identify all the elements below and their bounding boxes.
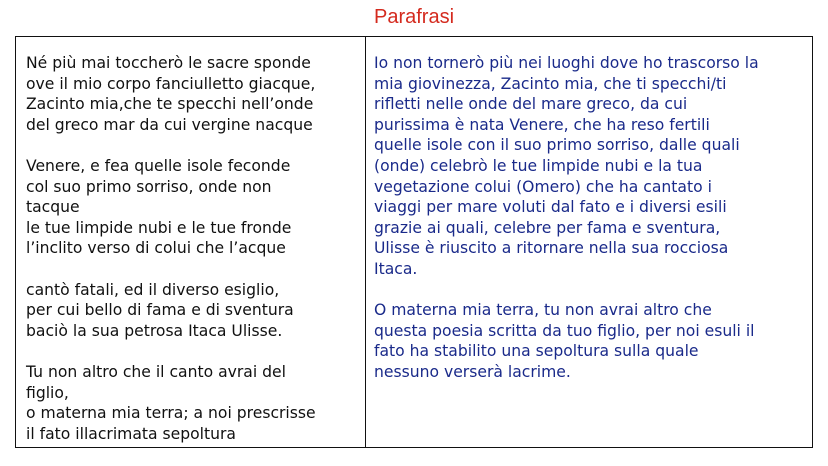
poem-line: o materna mia terra; a noi prescrisse [26,404,316,423]
page-title: Parafrasi [373,6,455,28]
poem-column [16,37,366,447]
poem-line: le tue limpide nubi e le tue fronde [26,218,292,237]
poem-line: figlio, [26,383,69,402]
poem-stanza [26,280,365,342]
poem-line: Venere, e fea quelle isole feconde [26,156,291,175]
poem-stanza [26,53,365,135]
paraphrase-paragraph [374,300,812,382]
poem-stanza [26,362,365,444]
poem-line: Tu non altro che il canto avrai del [26,362,286,381]
comparison-table [15,36,813,448]
paraphrase-line: purissima è nata Venere, che ha reso fertili [374,115,710,134]
poem-line: tacque [26,198,80,217]
paraphrase-line: vegetazione colui (Omero) che ha cantato i [374,177,712,196]
paraphrase-line: rifletti nelle onde del mare greco, da cui [374,95,688,114]
poem-line: Né più mai toccherò le sacre sponde [26,54,311,72]
poem-line: Zacinto mia,che te specchi nell’onde [26,95,314,114]
paraphrase-line: nessuno verserà lacrime. [374,362,571,381]
paraphrase-column [366,37,812,447]
paraphrase-line: Itaca. [374,259,418,278]
poem-line: cantò fatali, ed il diverso esiglio, [26,280,280,299]
poem-line: col suo primo sorriso, onde non [26,177,272,196]
paraphrase-line: questa poesia scritta da tuo figlio, per noi esuli il [374,321,755,340]
paraphrase-line: Io non tornerò più nei luoghi dove ho trascorso la [374,54,759,72]
poem-line: il fato illacrimata sepoltura [26,424,236,443]
paraphrase-line: quelle isole con il suo primo sorriso, dalle quali [374,136,740,155]
paraphrase-line: fato ha stabilito una sepoltura sulla quale [374,342,699,361]
paraphrase-line: (onde) celebrò le tue limpide nubi e la tua [374,156,703,175]
poem-line: del greco mar da cui vergine nacque [26,115,313,134]
poem-line: per cui bello di fama e di sventura [26,301,294,320]
paraphrase-line: viaggi per mare voluti dal fato e i diversi esili [374,198,727,217]
poem-line: l’inclito verso di colui che l’acque [26,239,286,258]
poem-stanza [26,156,365,259]
paraphrase-line: O materna mia terra, tu non avrai altro che [374,301,712,320]
paraphrase-line: Ulisse è riuscito a ritornare nella sua rocciosa [374,239,729,258]
paraphrase-paragraph [374,53,812,280]
poem-line: ove il mio corpo fanciulletto giacque, [26,74,316,93]
poem-line: baciò la sua petrosa Itaca Ulisse. [26,321,283,340]
paraphrase-line: grazie ai quali, celebre per fama e sventura, [374,218,721,237]
paraphrase-line: mia giovinezza, Zacinto mia, che ti specchi/ti [374,74,727,93]
